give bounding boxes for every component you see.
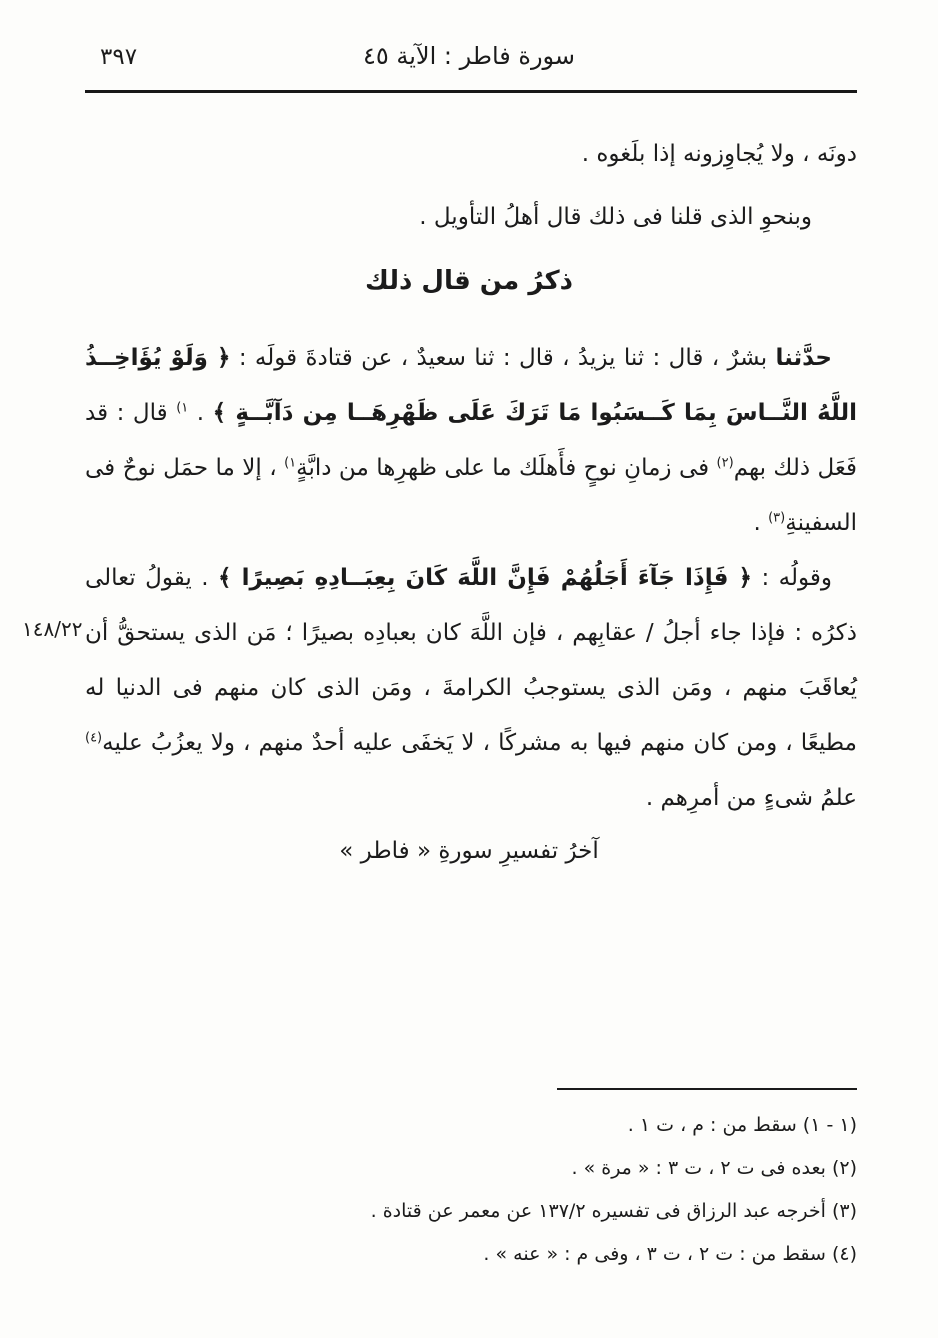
footnote-marker-1-close: (١: [284, 455, 297, 471]
quran-quote-1: ﴿ وَلَوْ يُؤَاخِــذُ اللَّهُ النَّــاسَ بِمَا كَــسَبُوا مَا تَرَكَ عَلَى ظَهْرِهَــا مِن دَآبَّــةٍ ﴾: [85, 345, 858, 426]
footnote-marker-1-open: (١: [176, 400, 189, 416]
surah-closing-line: آخرُ تفسيرِ سورةِ « فاطر »: [339, 838, 599, 864]
footnote-item: (٤) سقط من : ت ٢ ، ت ٣ ، وفى م : « عنه » .: [483, 1243, 857, 1265]
commentary-text: ، إلا ما حمَل نوحٌ فى السفينةِ: [85, 455, 857, 536]
narrator-name: حدَّثنا: [775, 345, 832, 371]
footnotes-separator: [557, 1088, 857, 1090]
commentary-text: . يقولُ تعالى ذكرُه : فإذا جاء أجلُ / عقابِهم ، فإن اللَّهَ كان بعبادِه بصيرًا ؛ مَن الذى يستحقُّ أن يُعاقَبَ منهم ، ومَن الذى يستوجبُ الكرامةَ ، ومَن الذى كان منهم فى الدنيا له مطيعًا ، ومن كان منهم فيها به مشركًا ، لا يَخفَى عليه أحدٌ منهم ، ولا يعزُبُ عليه: [85, 565, 857, 756]
quran-quote-2: ﴿ فَإِذَا جَآءَ أَجَلُهُمْ فَإِنَّ اللَّهَ كَانَ بِعِبَــادِهِ بَصِيرًا ﴾: [217, 565, 753, 591]
section-heading: ذكرُ من قال ذلك: [365, 266, 573, 296]
paragraph-tafsir: [85, 551, 857, 826]
paragraph-intro: وبنحوِ الذى قلنا فى ذلك قال أهلُ التأويل .: [419, 204, 812, 230]
footnote-marker-4: (٤): [85, 730, 103, 746]
header-title: سورة فاطر : الآية ٤٥: [362, 42, 576, 70]
footnote-item: (٢) بعده فى ت ٢ ، ت ٣ : « مرة » .: [571, 1157, 857, 1179]
margin-reference: ١٤٨/٢٢: [22, 617, 83, 641]
separator-period: .: [188, 400, 213, 426]
commentary-text: فى زمانِ نوحٍ فأَهلَك ما على ظهرِها من دابَّةٍ: [296, 455, 717, 481]
page-number: ٣٩٧: [100, 44, 138, 70]
footnote-marker-2: (٢): [716, 455, 734, 471]
lead-text: وقولُه :: [752, 565, 832, 591]
paragraph-hadith: [85, 331, 857, 551]
header-rule: [85, 90, 857, 93]
footnote-item: (١ - ١) سقط من : م ، ت ١ .: [627, 1114, 857, 1136]
commentary-text: قال : قد فَعَل ذلك بهم: [85, 400, 858, 481]
isnad-chain: بشرٌ ، قال : ثنا يزيدُ ، قال : ثنا سعيدٌ ، عن قتادةَ قولَه :: [230, 345, 776, 371]
period: .: [753, 510, 769, 536]
footnote-marker-3: (٣): [768, 510, 786, 526]
footnote-item: (٣) أخرجه عبد الرزاق فى تفسيره ١٣٧/٢ عن معمر عن قتادة .: [370, 1200, 857, 1222]
commentary-text: علمُ شىءٍ من أمرِهم .: [645, 785, 857, 811]
footnotes-block: [85, 1104, 857, 1276]
paragraph-continuation: دونَه ، ولا يُجاوِزونه إذا بلَغوه .: [581, 141, 857, 167]
